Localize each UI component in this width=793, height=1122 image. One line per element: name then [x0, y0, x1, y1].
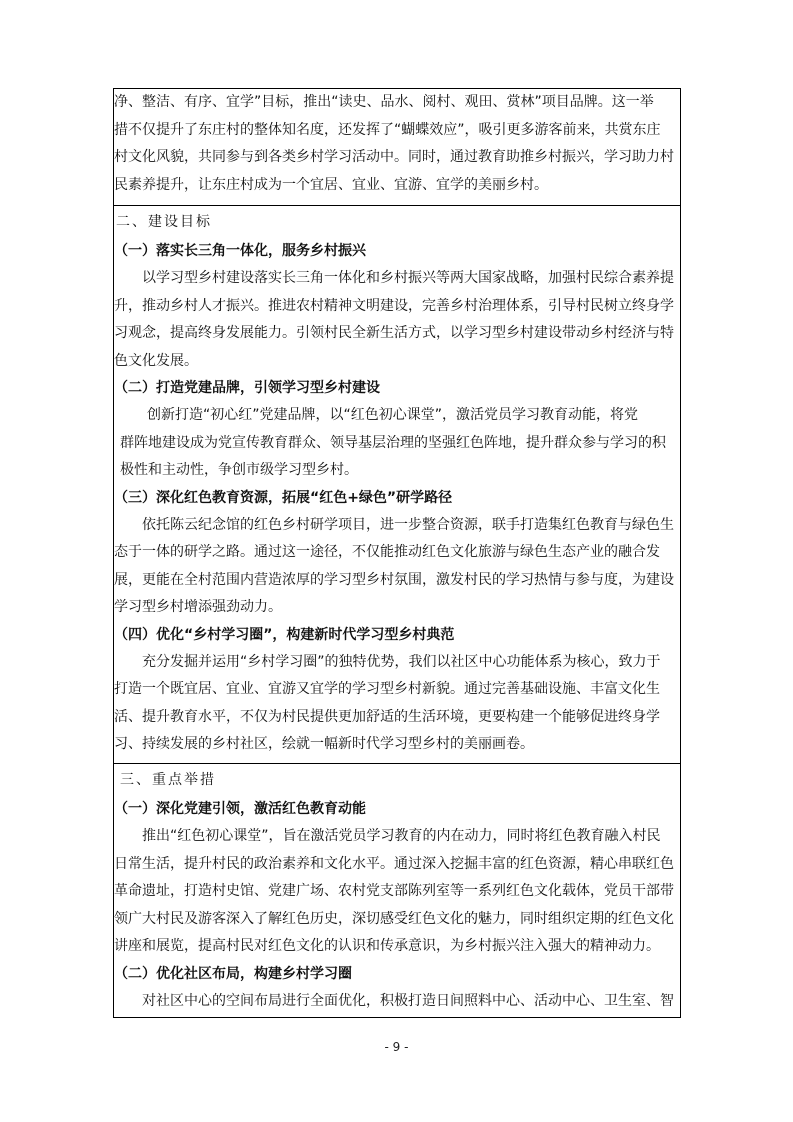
body-line: 讲座和展览，提高村民对红色文化的认识和传承意识，为乡村振兴注入强大的精神动力。 — [114, 938, 660, 954]
body-line: 民素养提升，让东庄村成为一个宜居、宜业、宜游、宜学的美丽乡村。 — [114, 176, 548, 193]
body-line: 极性和主动性，争创市级学习型乡村。 — [120, 462, 358, 478]
section-heading: 三、重点举措 — [120, 772, 216, 788]
body-line: 推出“红色初心课堂”，旨在激活党员学习教育的内在动力，同时将红色教育融入村民 — [142, 828, 661, 844]
goals-section — [114, 206, 680, 764]
body-line: 领广大村民及游客深入了解红色历史，深切感受红色文化的魅力，同时组织定期的红色文化 — [114, 910, 674, 927]
document-table — [113, 88, 681, 1018]
body-line: 创新打造“初心红”党建品牌，以“红色初心课堂”，激活党员学习教育动能，将党 — [147, 407, 639, 423]
intro-section — [114, 89, 680, 206]
section-heading: 二、建设目标 — [116, 214, 212, 230]
body-line: 态于一体的研学之路。通过这一途径，不仅能推动红色文化旅游与绿色生态产业的融合发 — [114, 544, 660, 560]
body-line: 日常生活，提升村民的政治素养和文化水平。通过深入挖掘丰富的红色资源，精心串联红色 — [114, 855, 674, 872]
body-line: 活、提升教育水平，不仅为村民提供更加舒适的生活环境，更要构建一个能够促进终身学 — [114, 708, 660, 725]
measures-section — [114, 764, 680, 1017]
body-line: 群阵地建设成为党宣传教育群众、领导基层治理的坚强红色阵地，提升群众参与学习的积 — [120, 434, 666, 451]
subsection-title: （一）深化党建引领，激活红色教育动能 — [114, 801, 366, 817]
body-line: 革命遗址，打造村史馆、党建广场、农村党支部陈列室等一系列红色文化载体，党员干部带 — [114, 883, 674, 899]
subsection-title: （四）优化“乡村学习圈”，构建新时代学习型乡村典范 — [114, 626, 455, 643]
body-line: 对社区中心的空间布局进行全面优化，积极打造日间照料中心、活动中心、卫生室、智 — [142, 992, 674, 1009]
body-line: 习观念，提高终身发展能力。引领村民全新生活方式，以学习型乡村建设带动乡村经济与特 — [114, 325, 674, 341]
body-line: 学习型乡村增添强劲动力。 — [114, 599, 282, 615]
body-line: 打造一个既宜居、宜业、宜游又宜学的学习型乡村新貌。通过完善基础设施、丰富文化生 — [114, 681, 660, 697]
body-line: 净、整洁、有序、宜学”目标，推出“读史、品水、阅村、观田、赏林”项目品牌。这一举 — [114, 94, 654, 110]
body-line: 充分发掘并运用“乡村学习圈”的独特优势，我们以社区中心功能体系为核心，致力于 — [142, 653, 661, 670]
page-number: - 9 - — [384, 1040, 409, 1054]
body-line: 升，推动乡村人才振兴。推进农村精神文明建设，完善乡村治理体系，引导村民树立终身学 — [114, 297, 674, 314]
subsection-title: （二）打造党建品牌，引领学习型乡村建设 — [114, 380, 380, 396]
subsection-title: （一）落实长三角一体化，服务乡村振兴 — [114, 243, 366, 259]
body-line: 习、持续发展的乡村社区，绘就一幅新时代学习型乡村的美丽画卷。 — [114, 736, 534, 752]
subsection-title: （三）深化红色教育资源，拓展“红色+绿色”研学路径 — [114, 489, 453, 506]
body-line: 依托陈云纪念馆的红色乡村研学项目，进一步整合资源，联手打造集红色教育与绿色生 — [142, 516, 674, 533]
body-line: 以学习型乡村建设落实长三角一体化和乡村振兴等两大国家战略，加强村民综合素养提 — [142, 270, 674, 286]
body-line: 色文化发展。 — [114, 352, 198, 369]
body-line: 措不仅提升了东庄村的整体知名度，还发挥了“蝴蝶效应”，吸引更多游客前来，共赏东庄 — [114, 121, 661, 138]
body-line: 展，更能在全村范围内营造浓厚的学习型乡村氛围，激发村民的学习热情与参与度，为建设 — [114, 571, 674, 588]
body-line: 村文化风貌，共同参与到各类乡村学习活动中。同时，通过教育助推乡村振兴，学习助力村 — [114, 149, 674, 165]
subsection-title: （二）优化社区布局，构建乡村学习圈 — [114, 965, 352, 982]
